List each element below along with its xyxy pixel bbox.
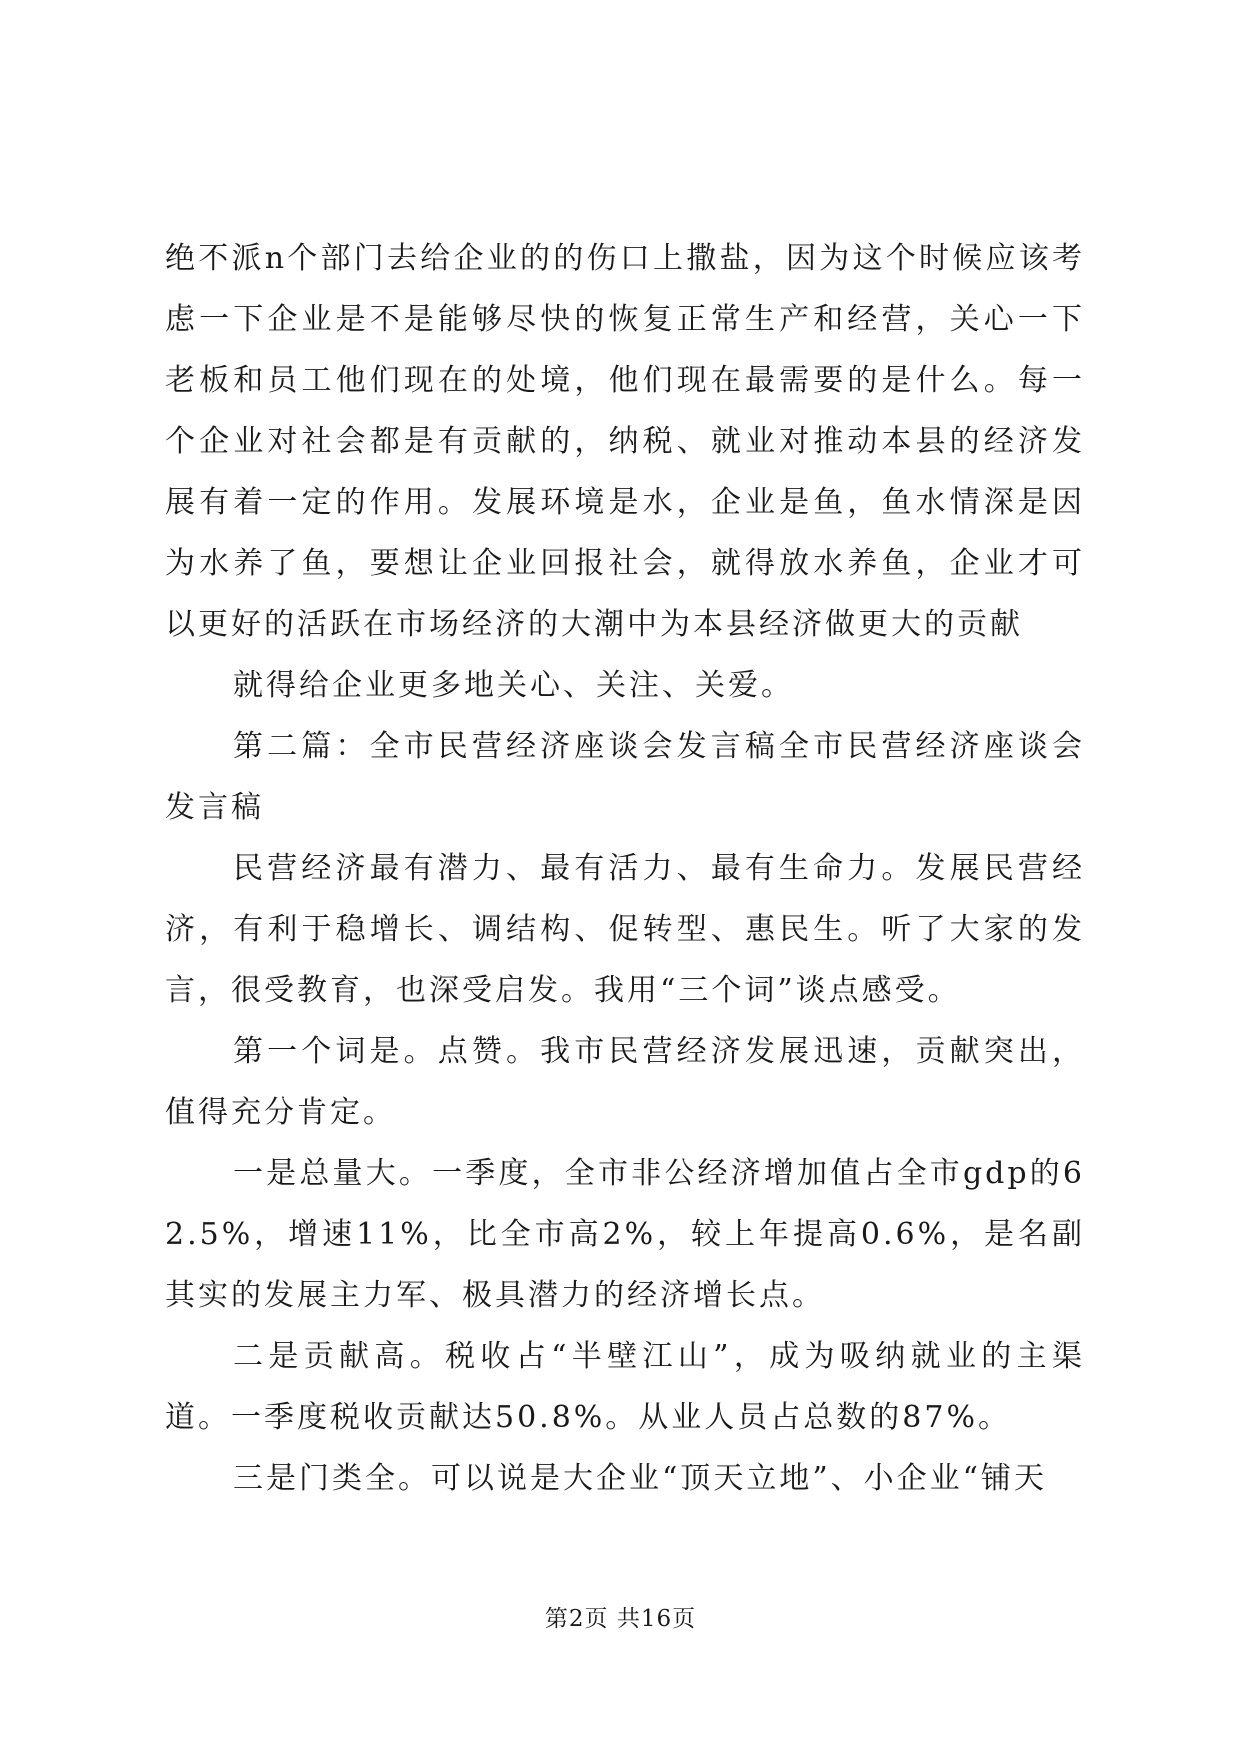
paragraph-8: 三是门类全。可以说是大企业“顶天立地”、小企业“铺天 (233, 1461, 1048, 1496)
paragraph-4: 民营经济最有潜力、最有活力、最有生命力。发展民营经济，有利于稳增长、调结构、促转型、惠民生。听了大家的发言，很受教育，也深受启发。我用“三个词”谈点感受。 (165, 851, 1085, 1008)
paragraph-6: 一是总量大。一季度，全市非公经济增加值占全市gdp的62.5%，增速11%，比全市高2%，较上年提高0.6%，是名副其实的发展主力军、极具潜力的经济增长点。 (165, 1156, 1085, 1313)
section-heading: 第二篇：全市民营经济座谈会发言稿全市民营经济座谈会发言稿 (165, 729, 1085, 825)
paragraph-1: 绝不派n个部门去给企业的的伤口上撒盐，因为这个时候应该考虑一下企业是不是能够尽快的恢复正常生产和经营，关心一下老板和员工他们现在的处境，他们现在最需要的是什么。每一个企业对社会都是有贡献的，纳税、就业对推动本县的经济发展有着一定的作用。发展环境是水，企业是鱼，鱼水情深是因为水养了鱼，要想让企业回报社会，就得放水养鱼，企业才可以更好的活跃在市场经济的大潮中为本县经济做更大的贡献 (165, 241, 1085, 642)
paragraph-7: 二是贡献高。税收占“半壁江山”，成为吸纳就业的主渠道。一季度税收贡献达50.8%。从业人员占总数的87%。 (165, 1339, 1085, 1435)
document-body (165, 228, 1085, 1509)
page-number-footer: 第2页 共16页 (544, 1606, 697, 1632)
paragraph-2: 就得给企业更多地关心、关注、关爱。 (233, 668, 794, 703)
paragraph-5: 第一个词是。点赞。我市民营经济发展迅速，贡献突出，值得充分肯定。 (165, 1034, 1085, 1130)
